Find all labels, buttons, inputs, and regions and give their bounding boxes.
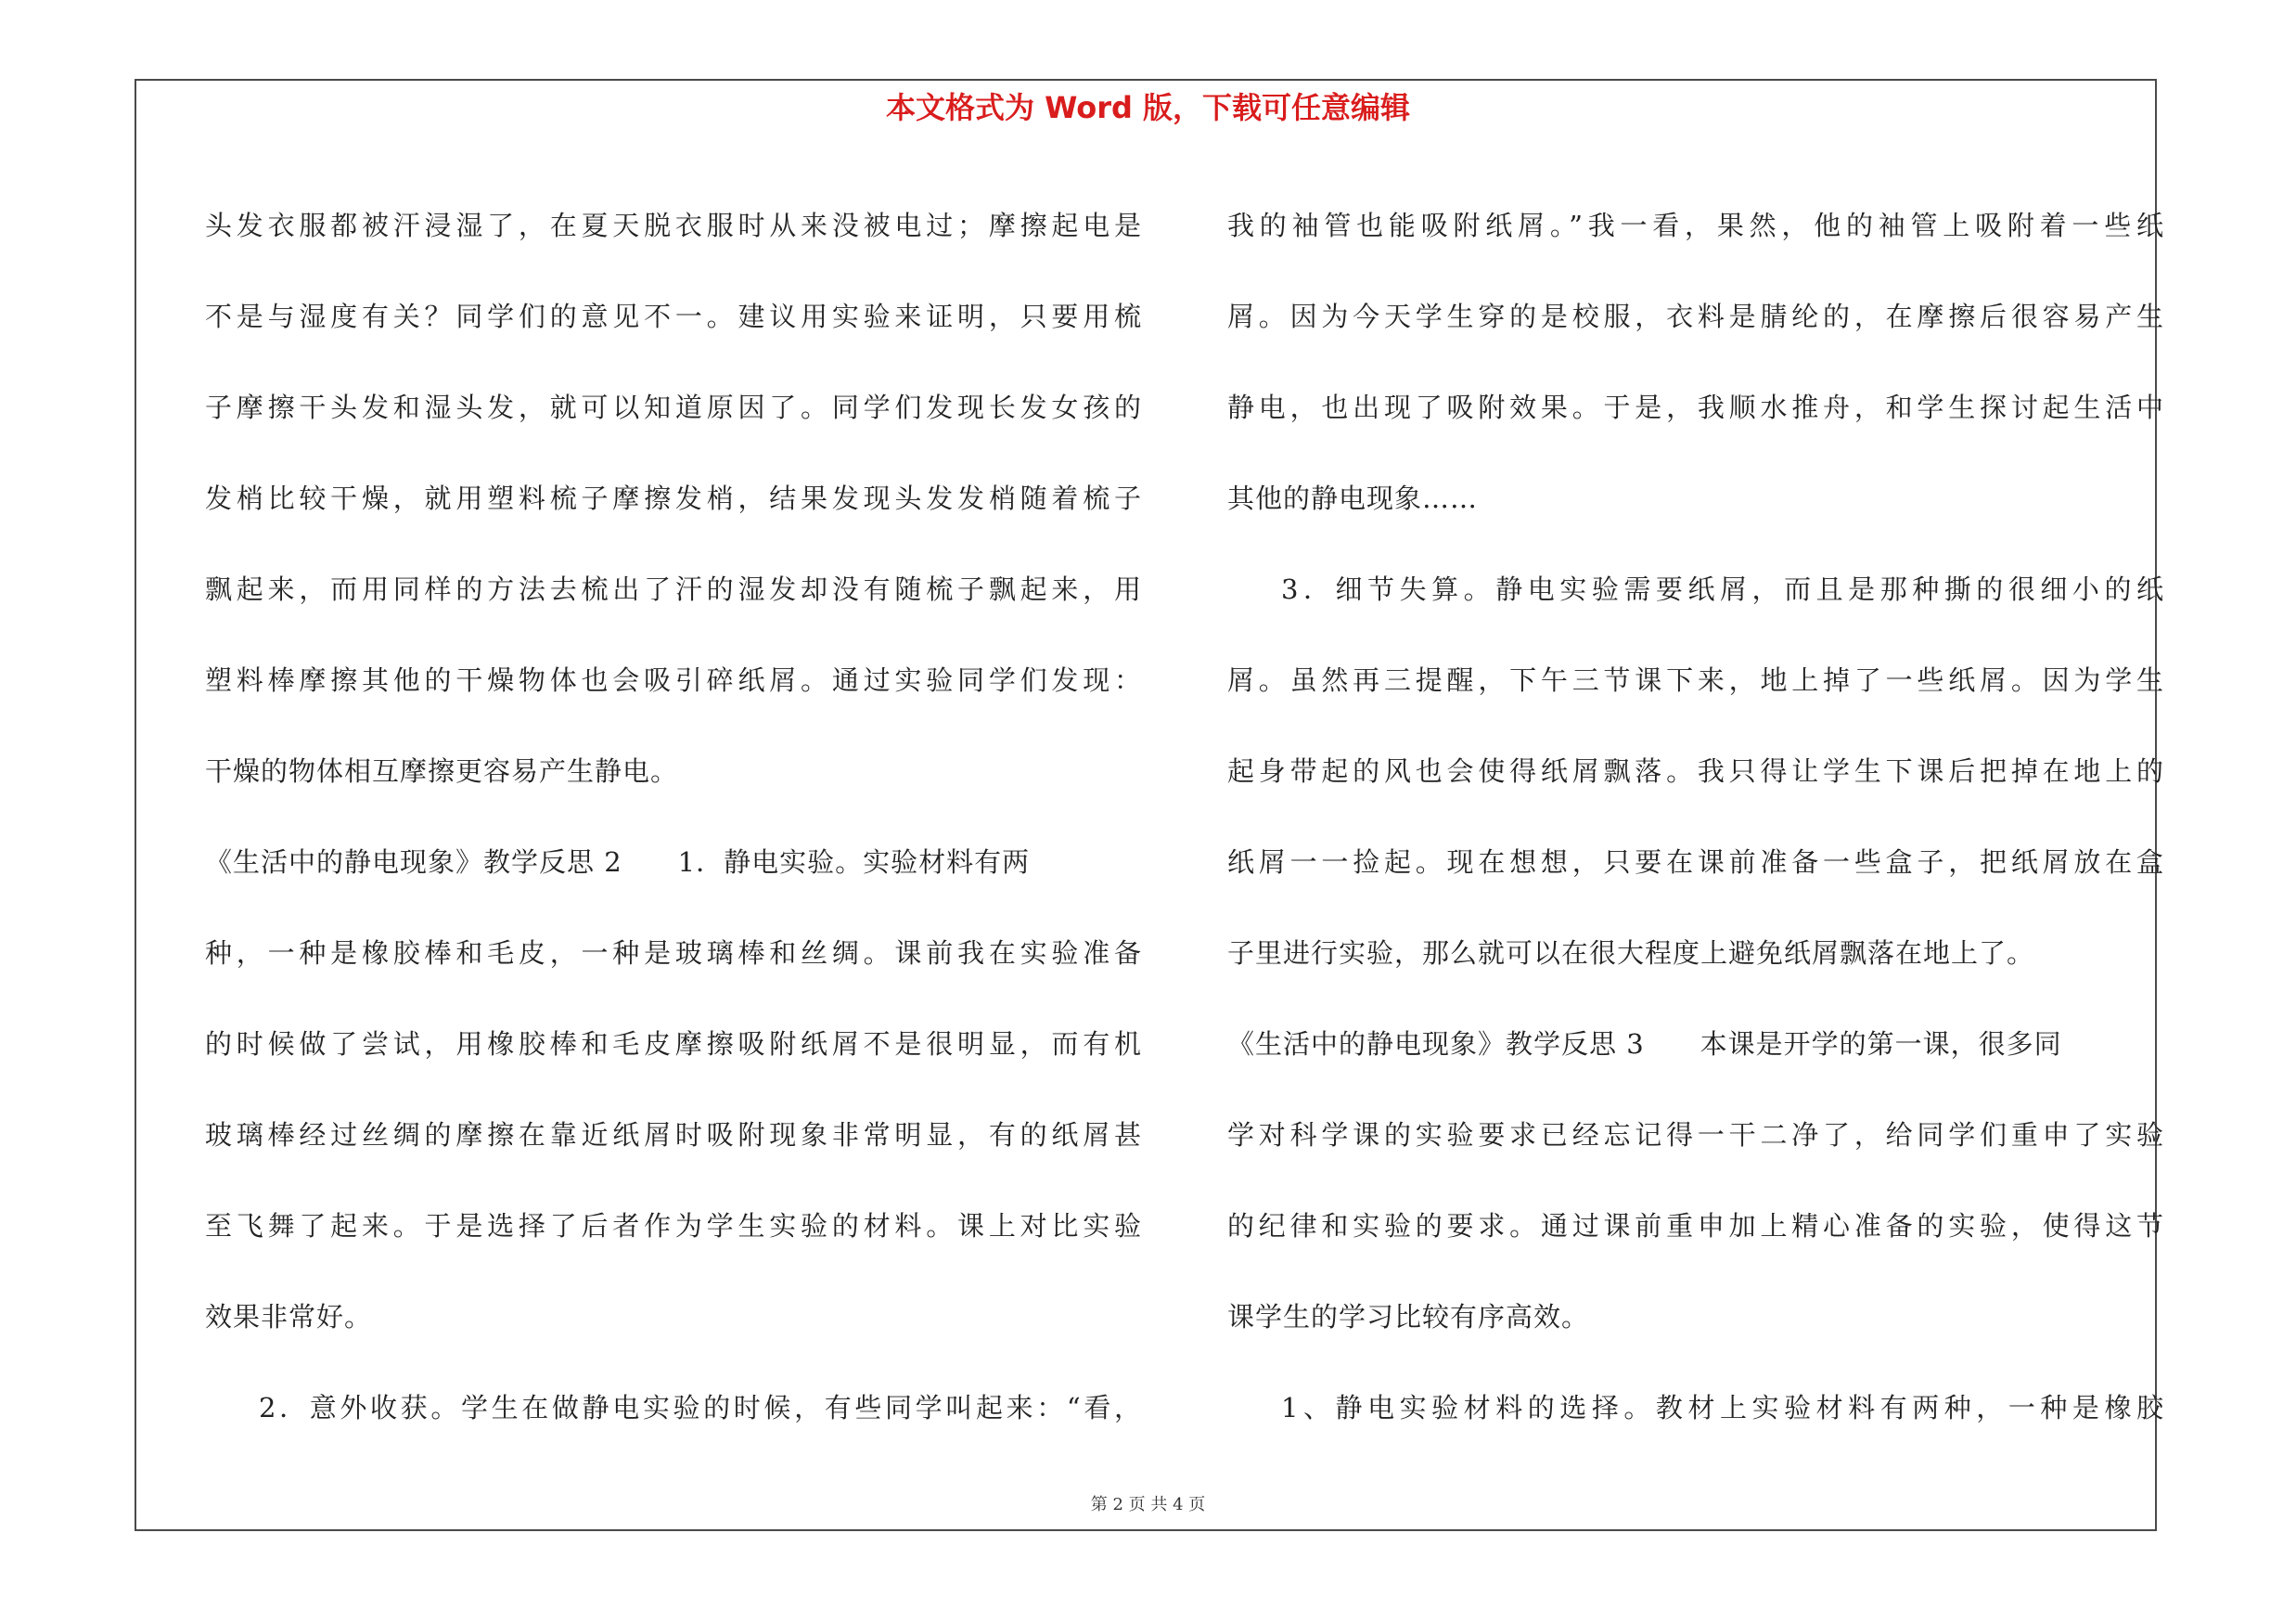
text-line: 不是与湿度有关？同学们的意见不一。建议用实验来证明，只要用梳	[205, 301, 1142, 332]
text-line: 纸屑一一捡起。现在想想，只要在课前准备一些盒子，把纸屑放在盒	[1227, 846, 2164, 878]
text-line: 1、静电实验材料的选择。教材上实验材料有两种，一种是橡胶	[1281, 1392, 2164, 1423]
text-line: 学对科学课的实验要求已经忘记得一干二净了，给同学们重申了实验	[1227, 1119, 2164, 1151]
text-line: 起身带起的风也会使得纸屑飘落。我只得让学生下课后把掉在地上的	[1227, 755, 2164, 787]
text-line: 2．意外收获。学生在做静电实验的时候，有些同学叫起来：“看，	[259, 1392, 1142, 1423]
text-line: 塑料棒摩擦其他的干燥物体也会吸引碎纸屑。通过实验同学们发现：	[205, 664, 1142, 696]
text-line: 课学生的学习比较有序高效。	[1227, 1301, 1590, 1333]
text-line: 屑。因为今天学生穿的是校服，衣料是腈纶的，在摩擦后很容易产生	[1227, 301, 2164, 332]
left-text-column	[205, 180, 1142, 1453]
section-heading-line: 《生活中的静电现象》教学反思 3 本课是开学的第一课，很多同	[1227, 1028, 2062, 1060]
text-line: 种，一种是橡胶棒和毛皮，一种是玻璃棒和丝绸。课前我在实验准备	[205, 937, 1142, 969]
section-heading-line: 《生活中的静电现象》教学反思 2 1．静电实验。实验材料有两	[205, 846, 1031, 878]
text-line: 子里进行实验，那么就可以在很大程度上避免纸屑飘落在地上了。	[1227, 937, 2035, 969]
text-line: 的纪律和实验的要求。通过课前重申加上精心准备的实验，使得这节	[1227, 1210, 2164, 1242]
format-notice-banner: 本文格式为 Word 版，下载可任意编辑	[885, 90, 1411, 125]
text-line: 的时候做了尝试，用橡胶棒和毛皮摩擦吸附纸屑不是很明显，而有机	[205, 1028, 1142, 1060]
text-line: 我的袖管也能吸附纸屑。”我一看，果然，他的袖管上吸附着一些纸	[1227, 210, 2164, 241]
right-text-column	[1227, 180, 2164, 1453]
text-line: 头发衣服都被汗浸湿了，在夏天脱衣服时从来没被电过；摩擦起电是	[205, 210, 1142, 241]
text-line: 发梢比较干燥，就用塑料梳子摩擦发梢，结果发现头发发梢随着梳子	[205, 483, 1142, 514]
text-line: 3．细节失算。静电实验需要纸屑，而且是那种撕的很细小的纸	[1281, 573, 2164, 605]
page-number-footer: 第 2 页 共 4 页	[1090, 1495, 1206, 1514]
text-line: 其他的静电现象……	[1227, 483, 1479, 514]
text-line: 干燥的物体相互摩擦更容易产生静电。	[205, 755, 679, 787]
text-line: 静电，也出现了吸附效果。于是，我顺水推舟，和学生探讨起生活中	[1227, 392, 2164, 423]
text-line: 飘起来，而用同样的方法去梳出了汗的湿发却没有随梳子飘起来，用	[205, 573, 1142, 605]
text-line: 屑。虽然再三提醒，下午三节课下来，地上掉了一些纸屑。因为学生	[1227, 664, 2164, 696]
text-line: 效果非常好。	[205, 1301, 373, 1333]
text-line: 玻璃棒经过丝绸的摩擦在靠近纸屑时吸附现象非常明显，有的纸屑甚	[205, 1119, 1142, 1151]
text-line: 至飞舞了起来。于是选择了后者作为学生实验的材料。课上对比实验	[205, 1210, 1142, 1242]
text-line: 子摩擦干头发和湿头发，就可以知道原因了。同学们发现长发女孩的	[205, 392, 1142, 423]
